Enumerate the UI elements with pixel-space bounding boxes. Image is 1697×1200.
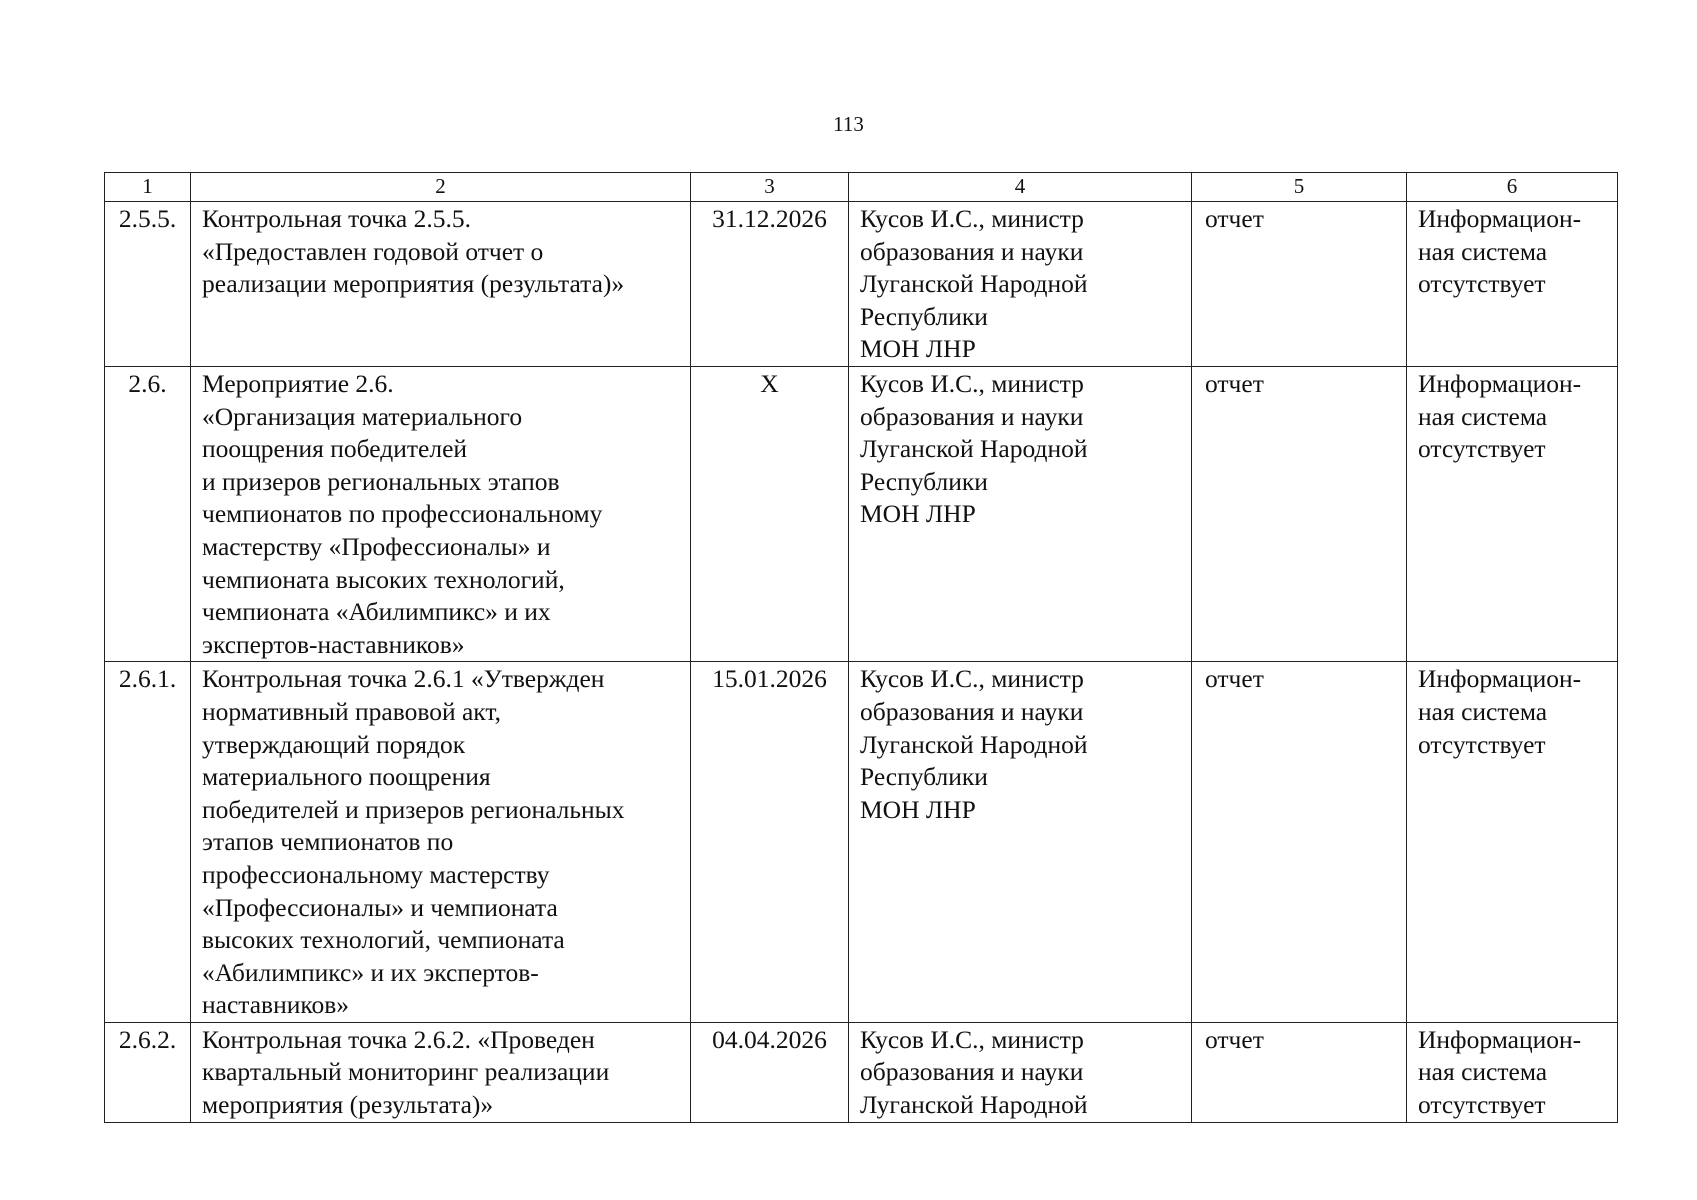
description-line: чемпионатов по профессиональному [202,499,603,529]
description-line: «Профессионалы» и чемпионата [202,892,558,922]
description-line: профессиональному мастерству [202,859,550,889]
table-row [105,202,1618,367]
responsible-line: Республики [860,301,988,331]
row-responsible [849,1022,1192,1122]
row-info-system [1407,662,1618,1023]
column-header-5: 5 [1192,173,1407,202]
row-number [105,367,191,662]
info-system-line: Информацион- [1418,1024,1582,1054]
page-number: 113 [833,112,864,136]
column-header-3: 3 [691,173,849,202]
responsible-line: образования и науки [860,401,1084,431]
date-text: X [760,369,779,398]
description-line: «Организация материального [202,401,523,431]
description-line: победителей и призеров региональных [202,794,625,824]
responsible-line: МОН ЛНР [860,499,976,529]
row-description [191,662,691,1023]
info-system-line: ная система [1418,236,1548,266]
info-system-line: отсутствует [1418,1090,1546,1120]
table-row [105,367,1618,662]
description-line: и призеров региональных этапов [202,466,560,496]
description-line: наставников» [202,990,350,1020]
row-description [191,202,691,367]
responsible-line: Республики [860,762,988,792]
row-number-text: 2.6.2. [118,1024,177,1054]
row-date [691,367,849,662]
info-system-line: Информацион- [1418,369,1582,398]
column-header-1: 1 [105,173,191,202]
document-type-text: отчет [1205,204,1264,233]
description-line: нормативный правовой акт, [202,696,501,726]
responsible-line: Луганской Народной [860,1090,1088,1120]
description-line: Контрольная точка 2.6.1 «Утвержден [202,664,605,694]
row-responsible [849,202,1192,367]
column-header-4: 4 [849,173,1192,202]
description-line: высоких технологий, чемпионата [202,925,565,955]
responsible-line: Кусов И.С., министр [860,664,1084,694]
description-line: утверждающий порядок [202,729,466,759]
row-document-type [1192,662,1407,1023]
row-description [191,1022,691,1122]
column-header-6: 6 [1407,173,1618,202]
description-line: экспертов-наставников» [202,629,465,659]
description-line: Контрольная точка 2.5.5. [202,204,471,233]
description-line: реализации мероприятия (результата)» [202,269,625,299]
info-system-line: отсутствует [1418,269,1546,299]
description-line: квартальный мониторинг реализации [202,1057,610,1087]
info-system-line: Информацион- [1418,664,1582,694]
description-line: «Предоставлен годовой отчет о [202,236,544,266]
row-number-text: 2.6.1. [118,664,177,694]
row-date [691,202,849,367]
row-responsible [849,367,1192,662]
description-line: мастерству «Профессионалы» и [202,531,551,561]
date-text: 15.01.2026 [712,664,827,694]
table-row [105,1022,1618,1122]
date-text: 04.04.2026 [712,1024,827,1054]
description-line: материального поощрения [202,762,491,792]
description-line: чемпионата высоких технологий, [202,564,565,594]
document-type-text: отчет [1205,369,1264,398]
row-number [105,202,191,367]
row-document-type [1192,367,1407,662]
description-line: Мероприятие 2.6. [202,369,394,398]
date-text: 31.12.2026 [712,204,827,233]
info-system-line: ная система [1418,696,1548,726]
row-info-system [1407,202,1618,367]
responsible-line: Кусов И.С., министр [860,204,1084,233]
description-line: Контрольная точка 2.6.2. «Проведен [202,1024,595,1054]
responsible-line: Луганской Народной [860,269,1088,299]
row-number [105,1022,191,1122]
responsible-line: Кусов И.С., министр [860,1024,1084,1054]
responsible-line: Луганской Народной [860,434,1088,464]
row-number [105,662,191,1023]
row-number-text: 2.5.5. [118,204,177,233]
row-description [191,367,691,662]
row-date [691,1022,849,1122]
header-row [105,173,1618,202]
description-line: чемпионата «Абилимпикс» и их [202,597,551,627]
responsible-line: Кусов И.С., министр [860,369,1084,398]
description-line: «Абилимпикс» и их экспертов- [202,957,539,987]
table-row [105,662,1618,1023]
responsible-line: образования и науки [860,696,1084,726]
description-line: поощрения победителей [202,434,468,464]
document-type-text: отчет [1205,664,1264,694]
info-system-line: отсутствует [1418,729,1546,759]
responsible-line: Республики [860,466,988,496]
row-document-type [1192,1022,1407,1122]
row-number-text: 2.6. [128,369,167,398]
description-line: мероприятия (результата)» [202,1090,494,1120]
info-system-line: ная система [1418,401,1548,431]
description-line: этапов чемпионатов по [202,827,454,857]
responsible-line: МОН ЛНР [860,334,976,364]
row-document-type [1192,202,1407,367]
responsible-line: Луганской Народной [860,729,1088,759]
info-system-line: ная система [1418,1057,1548,1087]
column-header-2: 2 [191,173,691,202]
row-responsible [849,662,1192,1023]
plan-table [104,172,1618,1123]
info-system-line: отсутствует [1418,434,1546,464]
row-info-system [1407,1022,1618,1122]
document-type-text: отчет [1205,1024,1264,1054]
row-info-system [1407,367,1618,662]
responsible-line: МОН ЛНР [860,794,976,824]
info-system-line: Информацион- [1418,204,1582,233]
responsible-line: образования и науки [860,236,1084,266]
row-date [691,662,849,1023]
responsible-line: образования и науки [860,1057,1084,1087]
